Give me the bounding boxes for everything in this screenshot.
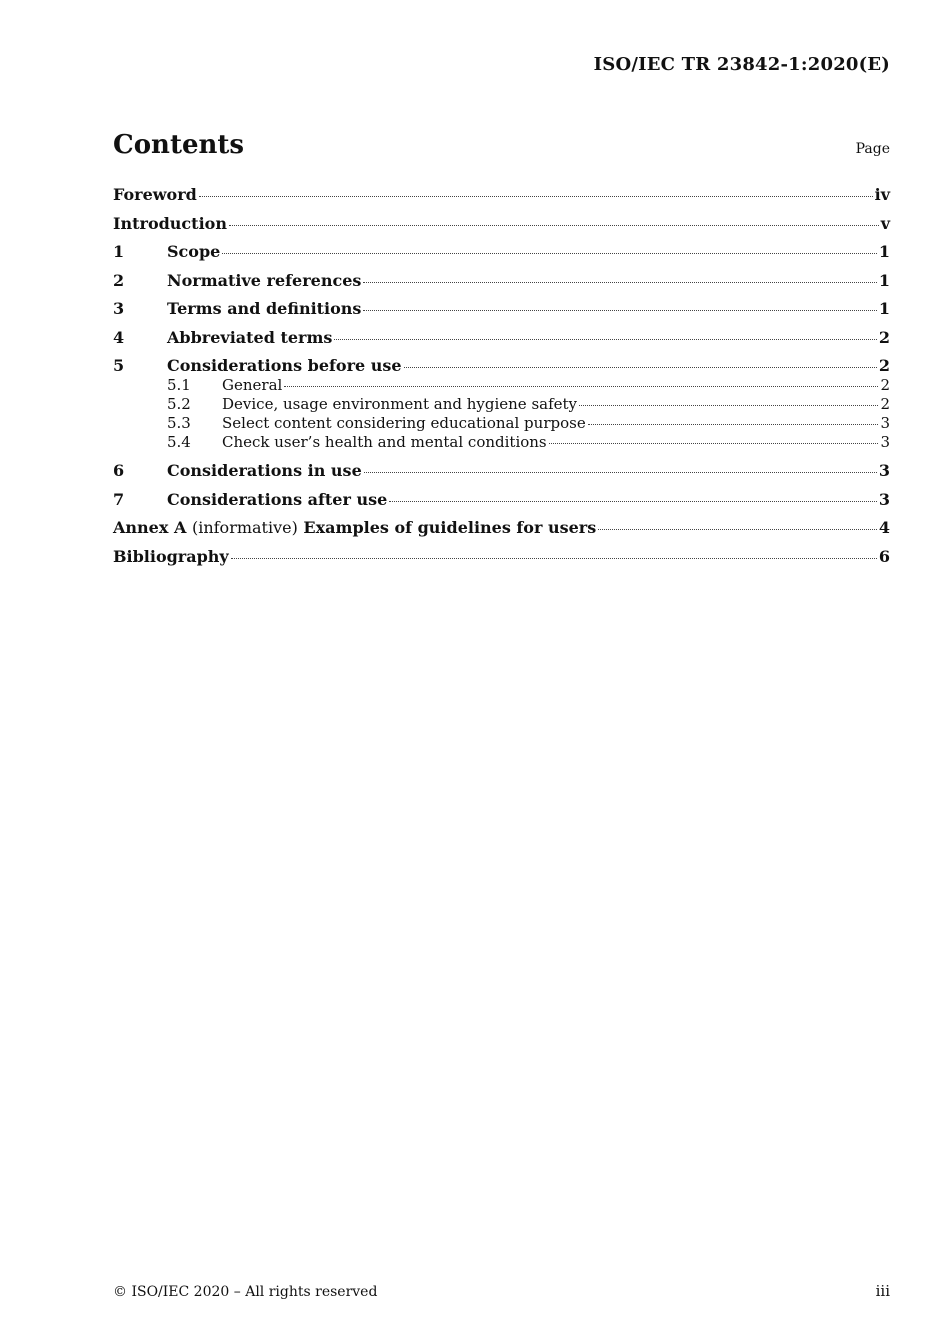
toc-entry-annex-a[interactable] bbox=[113, 518, 890, 547]
dot-leader bbox=[199, 195, 873, 197]
toc-number: 2 bbox=[113, 270, 125, 290]
annex-title: Examples of guidelines for users bbox=[303, 518, 597, 537]
toc-page: 3 bbox=[880, 433, 890, 451]
toc-entry-foreword[interactable] bbox=[113, 185, 890, 214]
toc-page: 1 bbox=[878, 242, 890, 261]
toc-number: 3 bbox=[113, 299, 125, 318]
toc-entry-abbreviated-terms[interactable] bbox=[113, 328, 890, 357]
toc-entry-scope[interactable] bbox=[113, 242, 890, 271]
dot-leader bbox=[579, 404, 878, 406]
table-of-contents bbox=[113, 185, 890, 575]
toc-title: Abbreviated terms bbox=[167, 327, 333, 347]
toc-title: Select content considering educational purpose bbox=[222, 414, 586, 432]
toc-number: 4 bbox=[113, 327, 125, 347]
toc-page: 6 bbox=[878, 546, 890, 566]
annex-label: Annex A bbox=[113, 518, 187, 537]
dot-leader bbox=[363, 281, 876, 283]
toc-page: 2 bbox=[878, 327, 890, 347]
dot-leader bbox=[549, 442, 879, 444]
dot-leader bbox=[389, 500, 877, 502]
toc-page: 2 bbox=[878, 356, 890, 375]
dot-leader bbox=[363, 309, 876, 311]
dot-leader bbox=[284, 385, 878, 387]
toc-title: Check user’s health and mental conditions bbox=[222, 433, 547, 451]
toc-page: 3 bbox=[878, 489, 890, 509]
toc-number: 7 bbox=[113, 489, 125, 509]
toc-entry-considerations-in-use[interactable] bbox=[113, 461, 890, 490]
toc-page: v bbox=[880, 213, 890, 233]
toc-page: iv bbox=[874, 185, 890, 204]
toc-entry-terms-and-definitions[interactable] bbox=[113, 299, 890, 328]
toc-page: 2 bbox=[880, 395, 890, 413]
toc-title: Considerations before use bbox=[167, 356, 402, 375]
dot-leader bbox=[222, 252, 877, 254]
toc-page: 3 bbox=[878, 461, 890, 480]
contents-heading-row bbox=[113, 130, 890, 160]
toc-title: Foreword bbox=[113, 185, 197, 204]
toc-entry-considerations-before-use[interactable] bbox=[113, 356, 890, 376]
copyright-notice: © ISO/IEC 2020 – All rights reserved bbox=[113, 1284, 378, 1300]
page-number: iii bbox=[875, 1282, 890, 1300]
toc-title: Normative references bbox=[167, 270, 362, 290]
toc-title: Considerations after use bbox=[167, 489, 388, 509]
page-column-label: Page bbox=[855, 141, 890, 157]
toc-title: Terms and definitions bbox=[167, 299, 362, 318]
toc-page: 3 bbox=[880, 414, 890, 432]
toc-entry-bibliography[interactable] bbox=[113, 547, 890, 576]
toc-number: 5 bbox=[113, 356, 125, 375]
toc-page: 2 bbox=[880, 376, 890, 394]
dot-leader bbox=[404, 366, 877, 368]
toc-title: Considerations in use bbox=[167, 461, 362, 480]
toc-page: 4 bbox=[878, 518, 890, 537]
toc-title: Bibliography bbox=[113, 546, 229, 566]
contents-heading: Contents bbox=[113, 130, 245, 160]
toc-title bbox=[113, 518, 596, 537]
dot-leader bbox=[364, 471, 877, 473]
toc-title: Introduction bbox=[113, 213, 227, 233]
toc-page: 1 bbox=[878, 299, 890, 318]
annex-kind: (informative) bbox=[191, 518, 298, 537]
toc-number: 6 bbox=[113, 461, 125, 480]
toc-subentry-device-usage-hygiene[interactable] bbox=[113, 395, 890, 414]
toc-entry-normative-references[interactable] bbox=[113, 271, 890, 300]
toc-page: 1 bbox=[878, 270, 890, 290]
dot-leader bbox=[229, 224, 879, 226]
toc-number: 1 bbox=[113, 242, 125, 261]
dot-leader bbox=[588, 423, 879, 425]
toc-number: 5.3 bbox=[167, 414, 191, 432]
toc-number: 5.2 bbox=[167, 395, 191, 413]
toc-title: Scope bbox=[167, 242, 221, 261]
toc-subentry-check-user-health[interactable] bbox=[113, 433, 890, 452]
toc-number: 5.4 bbox=[167, 433, 191, 451]
document-identifier: ISO/IEC TR 23842-1:2020(E) bbox=[593, 54, 890, 75]
dot-leader bbox=[231, 557, 877, 559]
dot-leader bbox=[334, 338, 876, 340]
toc-subentry-select-content[interactable] bbox=[113, 414, 890, 433]
toc-entry-considerations-after-use[interactable] bbox=[113, 490, 890, 519]
toc-title: General bbox=[222, 376, 283, 394]
toc-subentry-general[interactable] bbox=[113, 376, 890, 395]
toc-title: Device, usage environment and hygiene safety bbox=[222, 395, 578, 413]
dot-leader bbox=[598, 528, 877, 530]
toc-number: 5.1 bbox=[167, 376, 191, 394]
toc-entry-introduction[interactable] bbox=[113, 214, 890, 243]
